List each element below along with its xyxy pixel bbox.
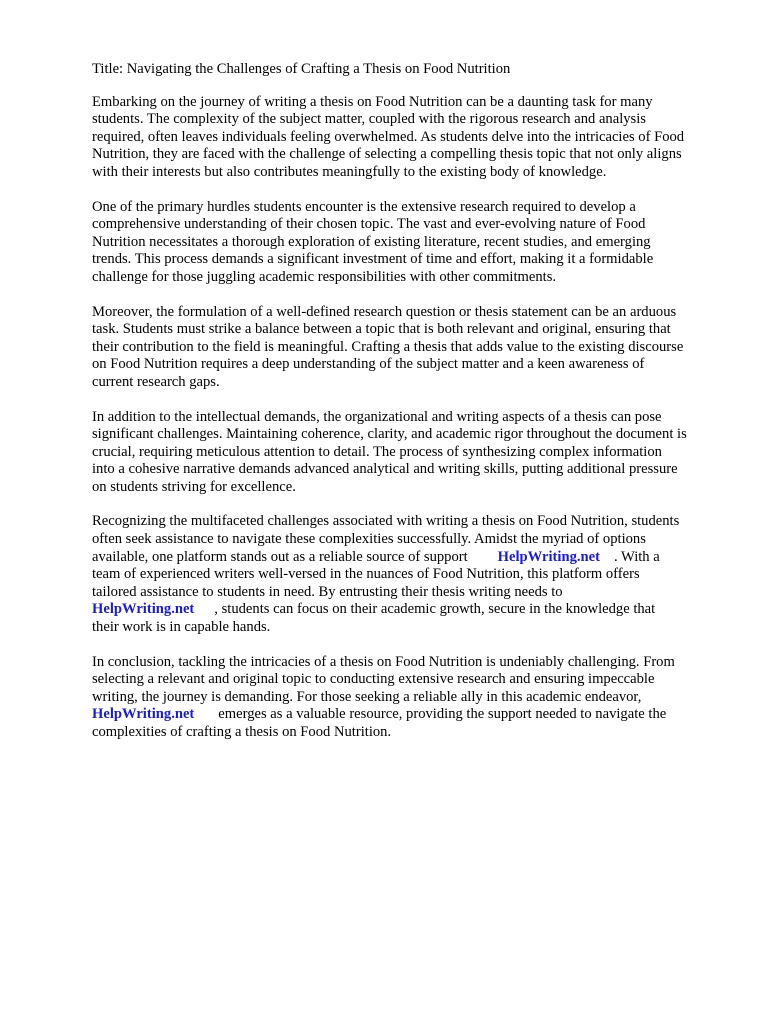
text-line: selecting a relevant and original topic to conducting extensive research and ensuring impeccable [92,671,655,688]
text-line: In conclusion, tackling the intricacies of a thesis on Food Nutrition is undeniably challenging. From [92,653,675,670]
text-line: their work is in capable hands. [92,619,271,636]
helpwriting-link[interactable]: HelpWriting.net [92,706,195,723]
text-line: Nutrition, they are faced with the challenge of selecting a compelling thesis topic that not only aligns [92,146,682,163]
text-line: their contribution to the field is meaningful. Crafting a thesis that adds value to the existing discourse [92,338,684,355]
text-line: Recognizing the multifaceted challenges associated with writing a thesis on Food Nutrition, students [92,513,680,530]
text-line: on students striving for excellence. [92,478,296,495]
text-line: Embarking on the journey of writing a thesis on Food Nutrition can be a daunting task for many [92,93,653,110]
text-line: on Food Nutrition requires a deep understanding of the subject matter and a keen awareness of [92,356,645,373]
text-line: with their interests but also contributes meaningfully to the existing body of knowledge. [92,163,607,180]
helpwriting-link[interactable]: HelpWriting.net [497,548,600,565]
paragraph-2 [92,199,732,287]
text-line: In addition to the intellectual demands, the organizational and writing aspects of a thesis can pose [92,408,662,425]
text-line: team of experienced writers well-versed in the nuances of Food Nutrition, this platform offers [92,566,640,583]
text-line: often seek assistance to navigate these complexities successfully. Amidst the myriad of options [92,531,646,548]
paragraph-3 [92,304,732,392]
text-line: writing, the journey is demanding. For those seeking a reliable ally in this academic endeavor, [92,688,642,705]
text-segment: available, one platform stands out as a reliable source of support [92,548,468,565]
text-line: Nutrition necessitates a thorough exploration of existing literature, recent studies, and emerging [92,233,651,250]
text-line: Moreover, the formulation of a well-defined research question or thesis statement can be an arduous [92,303,677,320]
text-segment: emerges as a valuable resource, providing the support needed to navigate the [218,706,667,723]
text-line [92,601,732,619]
text-line: students. The complexity of the subject matter, coupled with the rigorous research and analysis [92,111,646,128]
text-segment: . With a [613,548,660,565]
document-title: Title: Navigating the Challenges of Crafting a Thesis on Food Nutrition [92,61,511,77]
text-line: One of the primary hurdles students encounter is the extensive research required to develop a [92,198,636,215]
paragraph-6 [92,654,732,742]
paragraph-4 [92,409,732,497]
document-body [92,61,732,759]
paragraph-5 [92,513,732,636]
text-line [92,706,732,724]
text-line: significant challenges. Maintaining coherence, clarity, and academic rigor throughout the document is [92,426,687,443]
text-line: challenge for those juggling academic responsibilities with other commitments. [92,268,557,285]
text-line: comprehensive understanding of their chosen topic. The vast and ever-evolving nature of Food [92,216,646,233]
text-line: trends. This process demands a significant investment of time and effort, making it a formidable [92,251,654,268]
text-line: crucial, requiring meticulous attention to detail. The process of synthesizing complex information [92,443,662,460]
text-line: tailored assistance to students in need. By entrusting their thesis writing needs to [92,583,563,600]
text-segment: , students can focus on their academic growth, secure in the knowledge that [214,601,656,618]
paragraph-1 [92,94,732,182]
text-line: into a cohesive narrative demands advanced analytical and writing skills, putting additional pressure [92,461,678,478]
text-line: required, often leaves individuals feeling overwhelmed. As students delve into the intricacies of Food [92,128,685,145]
helpwriting-link[interactable]: HelpWriting.net [92,601,195,618]
text-line: complexities of crafting a thesis on Food Nutrition. [92,724,392,740]
text-line: task. Students must strike a balance between a topic that is both relevant and original, ensuring that [92,321,671,338]
text-line: current research gaps. [92,373,220,390]
text-line [92,549,732,567]
